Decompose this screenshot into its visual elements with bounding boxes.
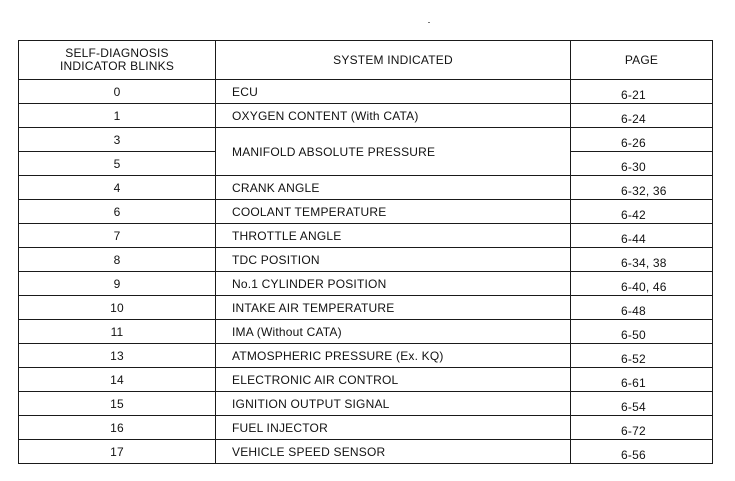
blinks-cell: 11 (19, 320, 216, 344)
page-cell: 6-24 (571, 104, 713, 128)
header-page: PAGE (571, 41, 713, 80)
table-row (19, 128, 713, 152)
blinks-cell: 9 (19, 272, 216, 296)
table-row (19, 80, 713, 104)
system-cell: OXYGEN CONTENT (With CATA) (216, 104, 571, 128)
system-cell: INTAKE AIR TEMPERATURE (216, 296, 571, 320)
scan-speck (428, 22, 430, 23)
blinks-cell: 14 (19, 368, 216, 392)
system-cell: No.1 CYLINDER POSITION (216, 272, 571, 296)
header-indicator-blinks-line2: INDICATOR BLINKS (59, 59, 175, 73)
blinks-cell: 16 (19, 416, 216, 440)
table-row (19, 392, 713, 416)
system-cell: COOLANT TEMPERATURE (216, 200, 571, 224)
blinks-cell: 15 (19, 392, 216, 416)
diagnosis-table-container (18, 40, 712, 464)
page-cell: 6-48 (571, 296, 713, 320)
system-cell: ATMOSPHERIC PRESSURE (Ex. KQ) (216, 344, 571, 368)
blinks-cell: 6 (19, 200, 216, 224)
table-row (19, 368, 713, 392)
page-cell: 6-42 (571, 200, 713, 224)
blinks-cell: 5 (19, 152, 216, 176)
table-header-row (19, 41, 713, 80)
page-cell: 6-32, 36 (571, 176, 713, 200)
table-row (19, 296, 713, 320)
table-row (19, 344, 713, 368)
table-row (19, 224, 713, 248)
system-cell: IMA (Without CATA) (216, 320, 571, 344)
system-cell: TDC POSITION (216, 248, 571, 272)
system-cell: CRANK ANGLE (216, 176, 571, 200)
page-cell: 6-54 (571, 392, 713, 416)
system-cell: VEHICLE SPEED SENSOR (216, 440, 571, 464)
blinks-cell: 10 (19, 296, 216, 320)
page-cell: 6-40, 46 (571, 272, 713, 296)
table-row (19, 272, 713, 296)
system-cell: FUEL INJECTOR (216, 416, 571, 440)
page-cell: 6-61 (571, 368, 713, 392)
page-cell: 6-72 (571, 416, 713, 440)
page-cell: 6-44 (571, 224, 713, 248)
table-row (19, 320, 713, 344)
blinks-cell: 4 (19, 176, 216, 200)
blinks-cell: 1 (19, 104, 216, 128)
blinks-cell: 17 (19, 440, 216, 464)
page-cell: 6-26 (571, 128, 713, 152)
system-cell: IGNITION OUTPUT SIGNAL (216, 392, 571, 416)
system-cell: ELECTRONIC AIR CONTROL (216, 368, 571, 392)
blinks-cell: 0 (19, 80, 216, 104)
table-row (19, 200, 713, 224)
system-cell: ECU (216, 80, 571, 104)
page-cell: 6-50 (571, 320, 713, 344)
header-indicator-blinks (19, 41, 216, 80)
system-cell-merged: MANIFOLD ABSOLUTE PRESSURE (216, 128, 571, 176)
page-cell: 6-34, 38 (571, 248, 713, 272)
page-cell: 6-30 (571, 152, 713, 176)
system-cell: THROTTLE ANGLE (216, 224, 571, 248)
table-row (19, 416, 713, 440)
page-cell: 6-21 (571, 80, 713, 104)
blinks-cell: 8 (19, 248, 216, 272)
blinks-cell: 13 (19, 344, 216, 368)
blinks-cell: 7 (19, 224, 216, 248)
self-diagnosis-table (18, 40, 713, 464)
table-row (19, 440, 713, 464)
page-cell: 6-52 (571, 344, 713, 368)
table-row (19, 248, 713, 272)
table-row (19, 104, 713, 128)
table-row (19, 176, 713, 200)
header-indicator-blinks-line1: SELF-DIAGNOSIS (65, 46, 169, 60)
header-system-indicated: SYSTEM INDICATED (216, 41, 571, 80)
blinks-cell: 3 (19, 128, 216, 152)
page-cell: 6-56 (571, 440, 713, 464)
